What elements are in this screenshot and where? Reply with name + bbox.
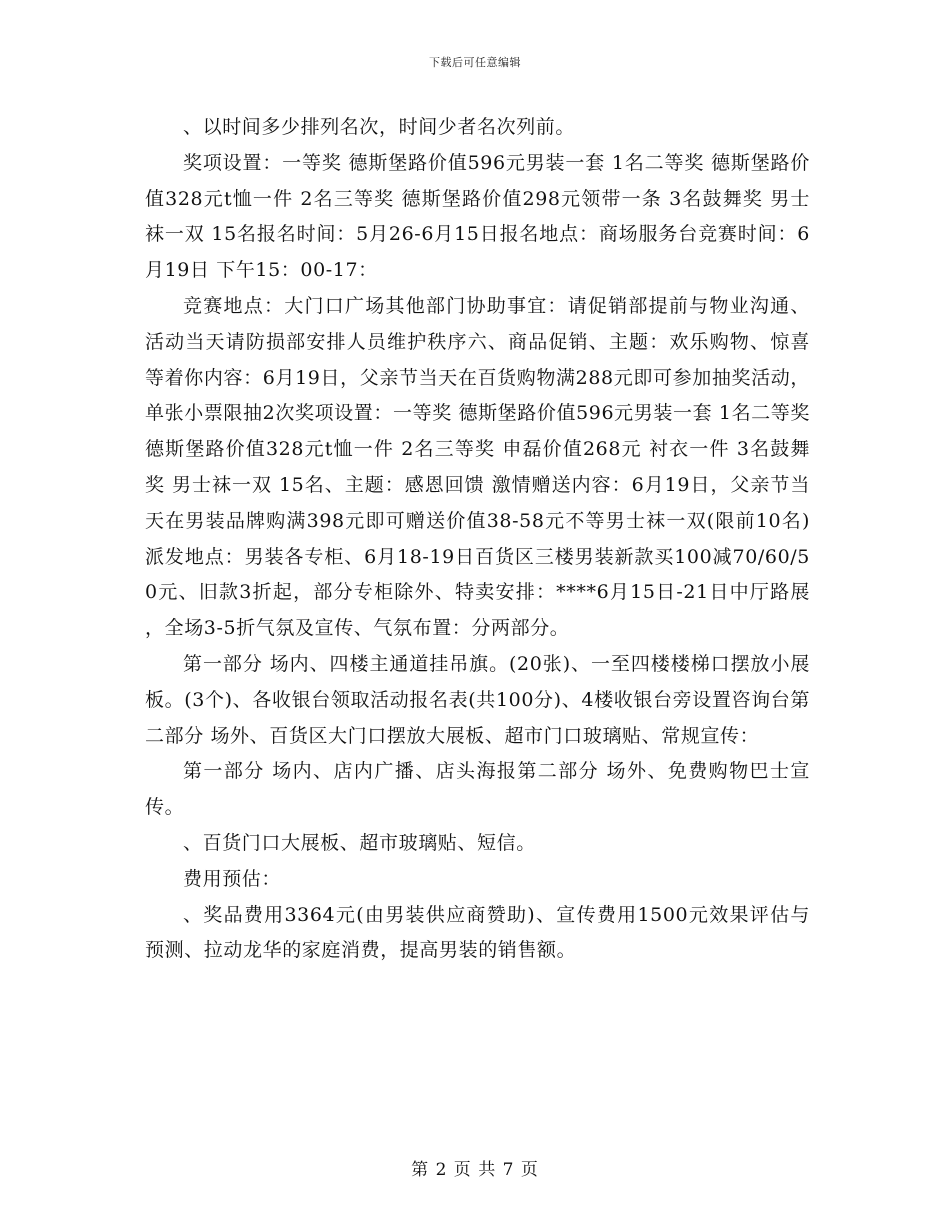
paragraph-publicity-part1: 第一部分 场内、店内广播、店头海报第二部分 场外、免费购物巴士宣传。 — [145, 760, 810, 819]
paragraph-prize-settings: 奖项设置：一等奖 德斯堡路价值596元男装一套 1名二等奖 德斯堡路价值328元t恤一件 2名三等奖 德斯堡路价值298元领带一条 3名鼓舞奖 男士袜一双 15名报名时间：5月26-6月15日报名地点：商场服务台竞赛时间：6月19日 下午15：00-17： — [145, 151, 810, 282]
document-body — [145, 110, 810, 969]
paragraph-cost-heading: 费用预估： — [183, 867, 282, 890]
paragraph-decoration-part1: 第一部分 场内、四楼主通道挂吊旗。(20张)、一至四楼楼梯口摆放小展板。(3个)、各收银台领取活动报名表(共100分)、4楼收银台旁设置咨询台第二部分 场外、百货区大门口摆放大展板、超市门口玻璃贴、常规宣传： — [145, 652, 810, 747]
paragraph-cost-estimate: 、奖品费用3364元(由男装供应商赞助)、宣传费用1500元效果评估与预测、拉动龙华的家庭消费，提高男装的销售额。 — [145, 903, 810, 962]
page-footer: 第 2 页 共 7 页 — [411, 1160, 539, 1180]
paragraph-ranking-rule: 、以时间多少排列名次，时间少者名次列前。 — [183, 116, 576, 138]
paragraph-promotion-details: 竞赛地点：大门口广场其他部门协助事宜：请促销部提前与物业沟通、活动当天请防损部安排人员维护秩序六、商品促销、主题：欢乐购物、惊喜等着你内容：6月19日，父亲节当天在百货购物满288元即可参加抽奖活动，单张小票限抽2次奖项设置：一等奖 德斯堡路价值596元男装一套 1名二等奖 德斯堡路价值328元t恤一件 2名三等奖 申磊价值268元 衬衣一件 3名鼓舞奖 男士袜一双 15名、主题：感恩回馈 激情赠送内容：6月19日，父亲节当天在男装品牌购满398元即可赠送价值38-58元不等男士袜一双(限前10名)派发地点：男装各专柜、6月18-19日百货区三楼男装新款买100减70/60/50元、旧款3折起，部分专柜除外、特卖安排：****6月15日-21日中厅路展 ，全场3-5折气氛及宣传、气氛布置：分两部分。 — [145, 294, 810, 640]
page-header: 下载后可任意编辑 — [429, 56, 521, 69]
paragraph-publicity-items: 、百货门口大展板、超市玻璃贴、短信。 — [183, 831, 536, 854]
